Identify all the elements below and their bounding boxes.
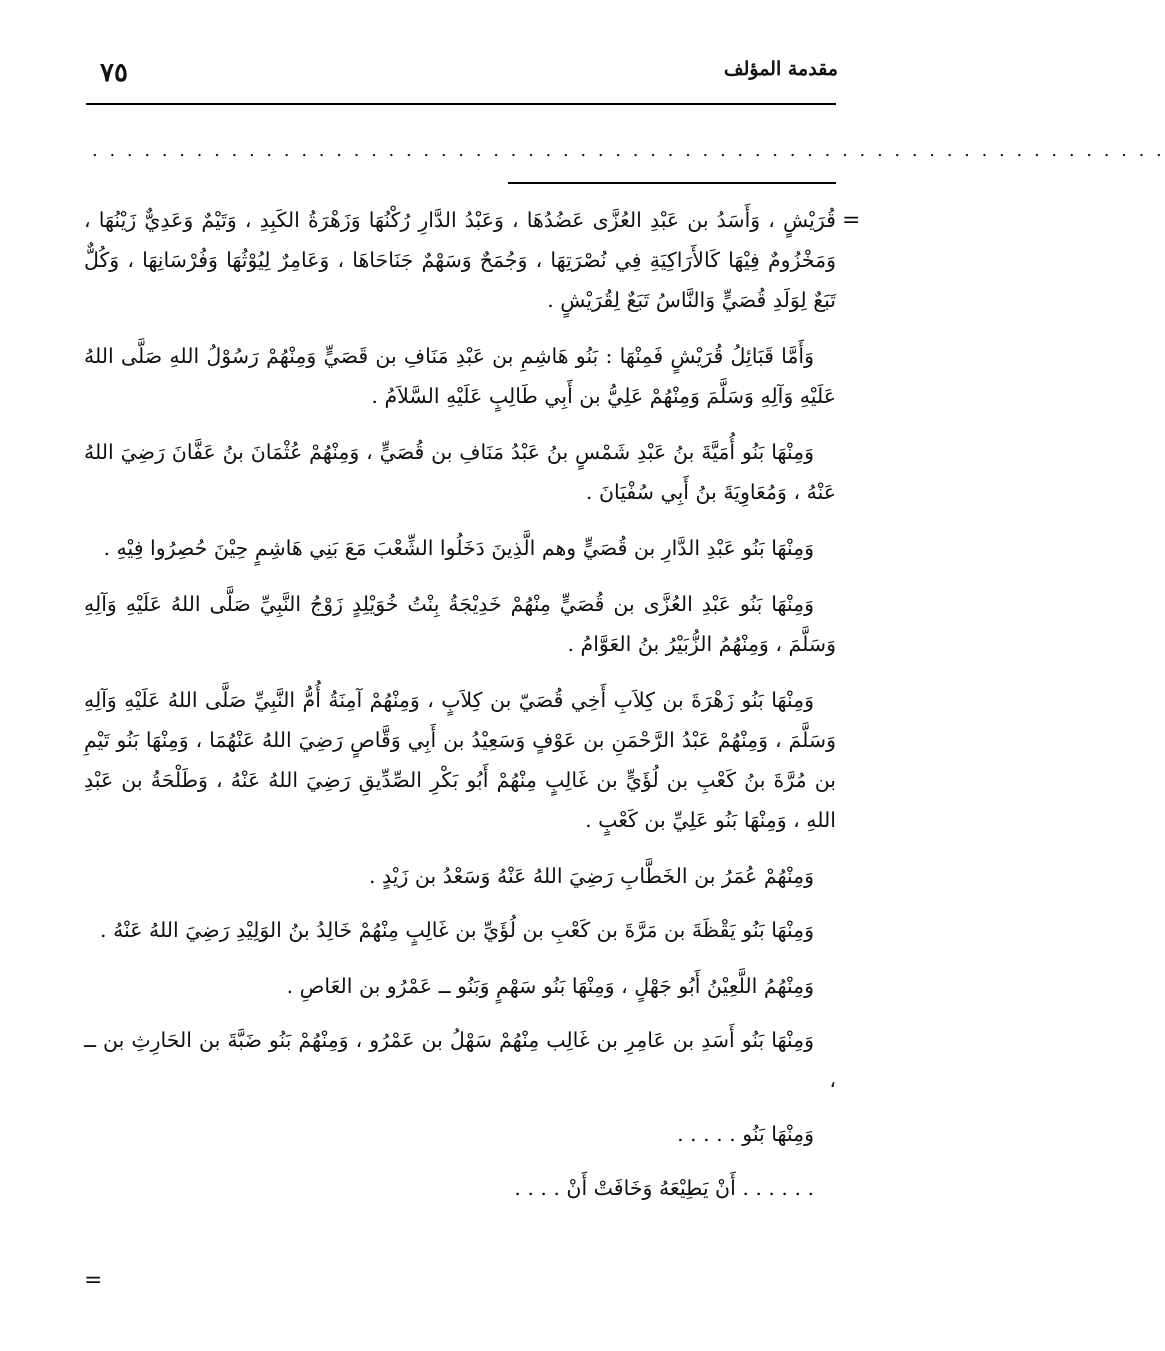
- paragraph-1: قُرَيْشٍ ، وَأَسَدُ بن عَبْدِ العُزَّى عَضُدُهَا ، وَعَبْدُ الدَّارِ رُكْنُهَا وَزَهْرَةُ الكَبِدِ ، وَتَيْمٌ وَعَدِيٌّ زَيْنُهَا ، وَمَخْزُومٌ فِيْهَا كَالأَرَاكِيَةِ فِي نُصْرَتِهَا ، وَجُمَحٌ وَسَهْمٌ جَنَاحَاهَا ، وَعَامِرٌ لِيُوْثُهَا وَفُرْسَانِهَا ، وَكُلٌّ تَبَعٌ لِوَلَدِ قُصَيٍّ وَالنَّاسُ تَبَعٌ لِقُرَيْشٍ .: [84, 208, 836, 312]
- paragraph-4: وَمِنْهَا بَنُو عَبْدِ الدَّارِ بن قُصَيٍّ وهم الَّذِينَ دَخَلُوا الشِّعْبَ مَعَ بَنِي هَاشِمٍ حِيْنَ حُصِرُوا فِيْهِ .: [103, 536, 814, 560]
- paragraph-3: وَمِنْهَا بَنُو أُمَيَّةَ بنُ عَبْدِ شَمْسٍ بنُ عَبْدُ مَنَافِ بن قُصَيٍّ ، وَمِنْهُمْ عُثْمَانَ بنُ عَفَّانَ رَضِيَ اللهُ عَنْهُ ، وَمُعَاوِيَةَ بنُ أَبِي سُفْيَانَ .: [84, 440, 836, 504]
- continuation-mark-bottom: =: [84, 1268, 103, 1293]
- elided-text-dots: . . . . . . . . . . . . . . . . . . . . . . . . . . . . . . . . . . . . . . . . . . . . . . . . . . . . . . . . . . . . . .: [92, 140, 1165, 161]
- paragraph-10: وَمِنْهَا بَنُو أَسَدِ بن عَامِرِ بن غَالِب مِنْهُمْ سَهْلُ بن عَمْرُو ، وَمِنْهُمْ بَنُو ضَبَّةَ بن الحَارِثِ بن ــ ،: [84, 1028, 836, 1092]
- footnote-separator-rule: [508, 182, 836, 184]
- paragraph-9: وَمِنْهُمُ اللَّعِيْنُ أَبُو جَهْلٍ ، وَمِنْهَا بَنُو سَهْمٍ وَبَنُو ــ عَمْرُو بن العَاصِ .: [286, 974, 814, 998]
- paragraph-5: وَمِنْهَا بَنُو عَبْدِ العُزَّى بن قُصَيٍّ مِنْهُمْ خَدِيْجَةُ بِنْتُ خُوَيْلِدٍ زَوْجُ النَّبِيِّ صَلَّى اللهُ عَلَيْهِ وَآلِهِ وَسَلَّمَ ، وَمِنْهُمُ الزُّبَيْرُ بنُ العَوَّامُ .: [84, 592, 836, 656]
- running-header-title: مقدمة المؤلف: [723, 58, 838, 80]
- header-rule: [86, 103, 836, 105]
- paragraph-7: وَمِنْهُمْ عُمَرُ بن الخَطَّابِ رَضِيَ اللهُ عَنْهُ وَسَعْدُ بن زَيْدٍ .: [368, 864, 814, 888]
- paragraph-6: وَمِنْهَا بَنُو زَهْرَةَ بن كِلاَبِ أَخِي قُصَيّ بن كِلاَبٍ ، وَمِنْهُمْ آمِنَةُ أُمُّ النَّبِيِّ صَلَّى اللهُ عَلَيْهِ وَآلِهِ وَسَلَّمَ ، وَمِنْهُمْ عَبْدُ الرَّحْمَنِ بن عَوْفٍ وَسَعِيْدُ بن أَبِي وَقَّاصٍ رَضِيَ اللهُ عَنْهُمَا ، وَمِنْهَا بَنُو تَيْمِ بن مُرَّةَ بنُ كَعْبِ بن لُؤَيٍّ بن غَالِبٍ مِنْهُمْ أَبُو بَكْرِ الصِّدِّيقِ رَضِيَ اللهُ عَنْهُ ، وَطَلْحَةُ بن عَبْدِ اللهِ ، وَمِنْهَا بَنُو عَلِيِّ بن كَعْبٍ .: [84, 688, 836, 832]
- paragraph-8: وَمِنْهَا بَنُو يَقْظَةَ بن مَرَّةَ بن كَعْبِ بن لُؤَيِّ بن غَالِبٍ مِنْهُمْ خَالِدُ بنُ الوَلِيْدِ رَضِيَ اللهُ عَنْهُ .: [100, 918, 814, 942]
- continuation-mark-top: =: [842, 208, 861, 233]
- paragraph-2: وَأَمَّا قَبَائِلُ قُرَيْشٍ فَمِنْهَا : بَنُو هَاشِمِ بن عَبْدِ مَنَافِ بن قَصَيٍّ وَمِنْهُمْ رَسُوْلُ اللهِ صَلَّى اللهُ عَلَيْهِ وَآلِهِ وَسَلَّمَ وَمِنْهُمْ عَلِيُّ بن أَبِي طَالِبٍ عَلَيْهِ السَّلاَمُ .: [84, 344, 836, 408]
- paragraph-11: وَمِنْهَا بَنُو . . . . .: [677, 1122, 814, 1146]
- paragraph-12: . . . . . . أَنْ يَطِيْعَهُ وَخَافَتْ أَنْ . . . .: [514, 1176, 814, 1200]
- page-number: ٧٥: [100, 58, 128, 88]
- footnote-body: [84, 200, 836, 1222]
